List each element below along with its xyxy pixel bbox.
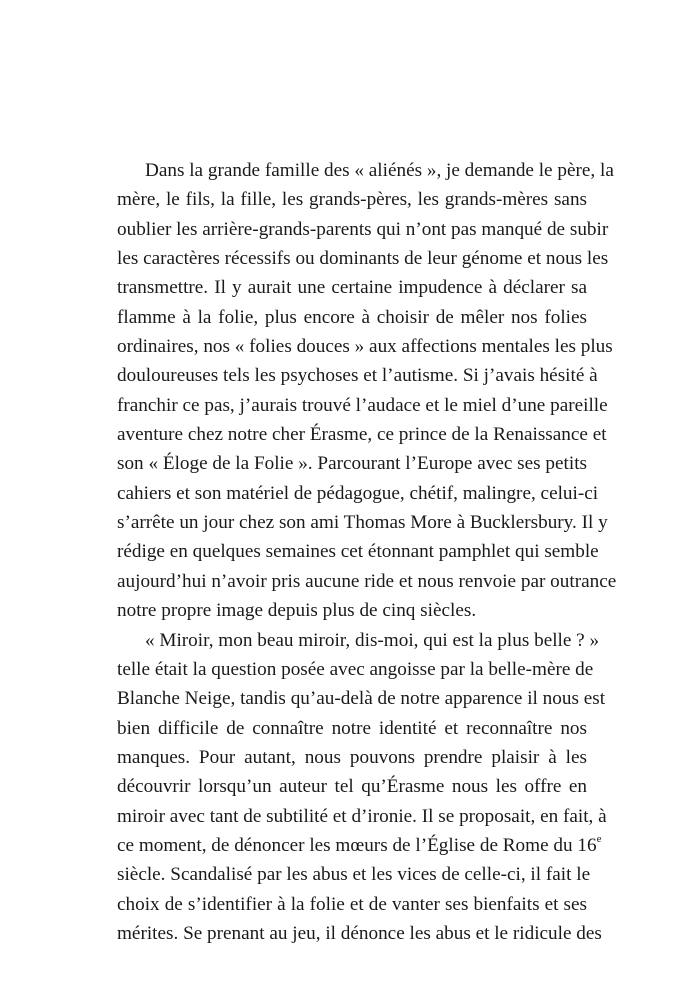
text-line: telle était la question posée avec angoisse par la belle-mère de: [117, 658, 594, 680]
text-line: « Miroir, mon beau miroir, dis-moi, qui est la plus belle ? »: [145, 629, 600, 651]
text-line: oublier les arrière-grands-parents qui n’ont pas manqué de subir: [117, 218, 609, 240]
paragraph-1: [117, 156, 617, 626]
text-line: aventure chez notre cher Érasme, ce prince de la Renaissance et: [117, 424, 607, 446]
text-line: bien difficile de connaître notre identité et reconnaître nos: [117, 717, 587, 739]
body-text: [117, 156, 617, 948]
text-line: notre propre image depuis plus de cinq siècles.: [117, 600, 477, 622]
text-line: son « Éloge de la Folie ». Parcourant l’Europe avec ses petits: [117, 453, 587, 475]
text-line: aujourd’hui n’avoir pris aucune ride et nous renvoie par outrance: [117, 570, 617, 592]
text-line: flamme à la folie, plus encore à choisir de mêler nos folies: [117, 306, 587, 328]
text-line: les caractères récessifs ou dominants de leur génome et nous les: [117, 248, 609, 270]
text-line: mérites. Se prenant au jeu, il dénonce les abus et le ridicule des: [117, 922, 602, 944]
superscript-e: e: [596, 832, 602, 845]
text-line: mère, le fils, la fille, les grands-pères, les grands-mères sans: [117, 189, 587, 211]
text-line: douloureuses tels les psychoses et l’autisme. Si j’avais hésité à: [117, 365, 598, 387]
text-line: rédige en quelques semaines cet étonnant pamphlet qui semble: [117, 541, 599, 563]
text-line: cahiers et son matériel de pédagogue, chétif, malingre, celui-ci: [117, 482, 599, 504]
text-line: [117, 831, 602, 860]
text-line: miroir avec tant de subtilité et d’ironie. Il se proposait, en fait, à: [117, 805, 607, 827]
text-line-main: ce moment, de dénoncer les mœurs de l’Église de Rome du 16: [117, 834, 597, 856]
text-line: choix de s’identifier à la folie et de vanter ses bienfaits et ses: [117, 893, 587, 915]
text-line: s’arrête un jour chez son ami Thomas More à Bucklersbury. Il y: [117, 512, 608, 534]
text-line: découvrir lorsqu’un auteur tel qu’Érasme nous les offre en: [117, 776, 587, 798]
text-line: Blanche Neige, tandis qu’au-delà de notre apparence il nous est: [117, 688, 606, 710]
text-line: Dans la grande famille des « aliénés », je demande le père, la: [145, 160, 614, 181]
text-line: manques. Pour autant, nous pouvons prendre plaisir à les: [117, 746, 587, 768]
text-line: franchir ce pas, j’aurais trouvé l’audace et le miel d’une pareille: [117, 394, 608, 416]
text-line: siècle. Scandalisé par les abus et les vices de celle-ci, il fait le: [117, 864, 591, 886]
text-line: ordinaires, nos « folies douces » aux affections mentales les plus: [117, 336, 613, 358]
text-line: transmettre. Il y aurait une certaine impudence à déclarer sa: [117, 277, 587, 299]
paragraph-2: [117, 626, 607, 949]
